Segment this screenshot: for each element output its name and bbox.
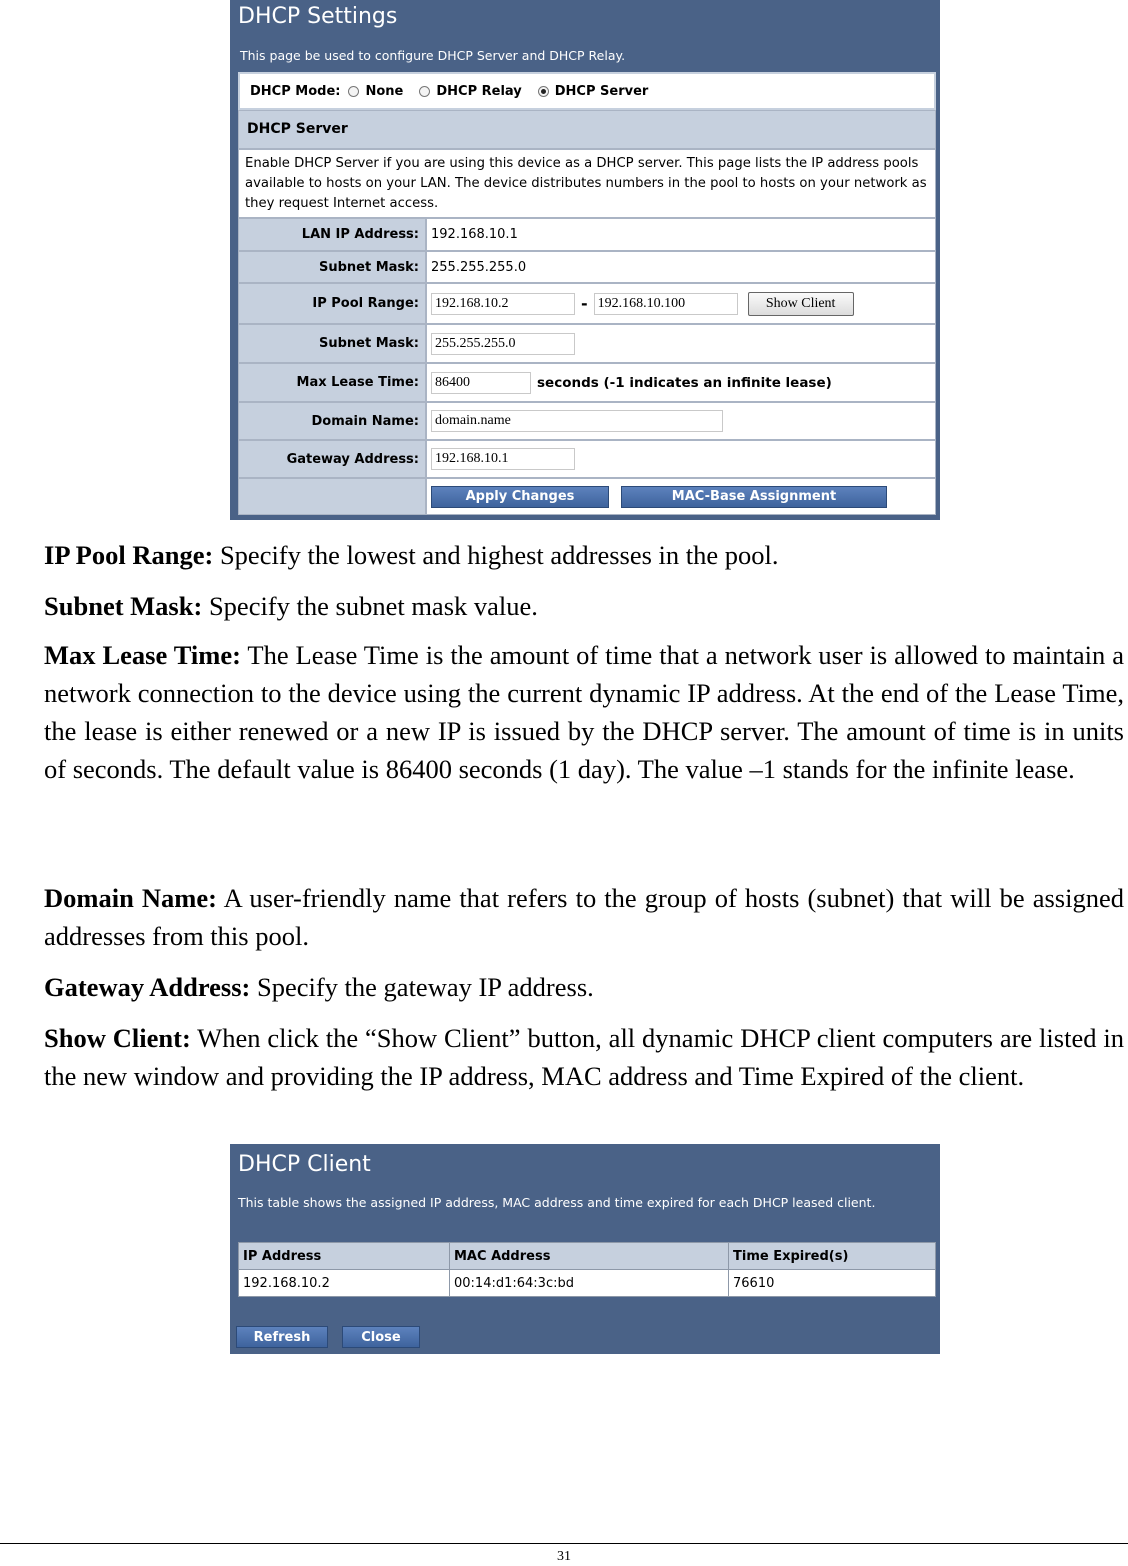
col-mac-address: MAC Address <box>450 1243 729 1270</box>
close-button[interactable]: Close <box>342 1326 420 1348</box>
mode-relay-radio[interactable] <box>419 84 521 99</box>
show-client-button[interactable]: Show Client <box>748 292 854 316</box>
subnet-mask-paragraph <box>44 587 1124 625</box>
pool-range-text: Specify the lowest and highest addresses in the pool. <box>213 540 779 570</box>
gateway-row <box>238 440 936 478</box>
section-title: DHCP Server <box>238 110 936 149</box>
section-intro: Enable DHCP Server if you are using this device as a DHCP server. This page lists the IP address pools available to hosts on your LAN. The device distributes numbers in the pool to hosts on your network as they request Internet access. <box>238 149 936 218</box>
subnet-row <box>238 251 936 283</box>
lease-time-hint: seconds (-1 indicates an infinite lease) <box>537 374 832 391</box>
radio-selected-icon <box>538 86 549 97</box>
lease-time-text: The Lease Time is the amount of time that a network user is allowed to maintain a network connection to the device using the current dynamic IP address. At the end of the Lease Time, the lease is either renewed or a new IP is issued by the DHCP server. The amount of time is in units of seconds. The default value is 86400 seconds (1 day). The value –1 stands for the infinite lease. <box>44 640 1124 784</box>
radio-unselected-icon <box>348 86 359 97</box>
page-number: 31 <box>557 1549 571 1564</box>
gateway-term: Gateway Address: <box>44 972 251 1002</box>
dhcp-mode-label: DHCP Mode: <box>250 83 341 99</box>
subnet-mask-label: Subnet Mask: <box>238 324 426 363</box>
gateway-input[interactable]: 192.168.10.1 <box>431 448 575 470</box>
pool-end-input[interactable]: 192.168.10.100 <box>594 293 738 315</box>
apply-changes-button[interactable]: Apply Changes <box>431 486 609 508</box>
lease-time-label: Max Lease Time: <box>238 363 426 402</box>
pool-range-label: IP Pool Range: <box>238 283 426 324</box>
panel-description: This page be used to configure DHCP Server and DHCP Relay. <box>240 48 626 63</box>
subnet-mask-field <box>426 324 936 363</box>
gateway-paragraph <box>44 968 1124 1006</box>
pool-range-term: IP Pool Range: <box>44 540 214 570</box>
subnet-mask-row <box>238 324 936 363</box>
client-description: This table shows the assigned IP address, MAC address and time expired for each DHCP leased client. <box>238 1195 876 1210</box>
subnet-mask-input[interactable]: 255.255.255.0 <box>431 333 575 355</box>
gateway-label: Gateway Address: <box>238 440 426 478</box>
gateway-field <box>426 440 936 478</box>
show-client-text: When click the “Show Client” button, all dynamic DHCP client computers are listed in the new window and providing the IP address, MAC address and Time Expired of the client. <box>44 1023 1124 1091</box>
table-row <box>239 1270 936 1297</box>
gateway-text: Specify the gateway IP address. <box>250 972 594 1002</box>
lan-ip-row <box>238 218 936 251</box>
dhcp-mode-row <box>238 72 936 110</box>
subnet-label: Subnet Mask: <box>238 251 426 283</box>
radio-unselected-icon <box>419 86 430 97</box>
domain-label: Domain Name: <box>238 402 426 440</box>
cell-ip-address: 192.168.10.2 <box>239 1270 450 1297</box>
col-time-expired: Time Expired(s) <box>729 1243 936 1270</box>
mac-base-assignment-button[interactable]: MAC-Base Assignment <box>621 486 887 508</box>
show-client-paragraph <box>44 1019 1124 1095</box>
panel-title: DHCP Settings <box>238 4 398 29</box>
domain-name-text: A user-friendly name that refers to the group of hosts (subnet) that will be assigned addresses from this pool. <box>44 883 1124 951</box>
lease-time-row <box>238 363 936 402</box>
lease-time-field <box>426 363 936 402</box>
actions-spacer <box>238 478 426 515</box>
lan-ip-value: 192.168.10.1 <box>426 218 936 251</box>
mode-none-radio[interactable] <box>348 84 403 99</box>
pool-range-paragraph <box>44 536 1124 574</box>
domain-name-term: Domain Name: <box>44 883 217 913</box>
domain-row <box>238 402 936 440</box>
lease-time-input[interactable]: 86400 <box>431 372 531 394</box>
pool-start-input[interactable]: 192.168.10.2 <box>431 293 575 315</box>
mode-relay-label: DHCP Relay <box>436 83 522 99</box>
domain-field <box>426 402 936 440</box>
dhcp-client-panel <box>230 1144 940 1354</box>
refresh-button[interactable]: Refresh <box>236 1326 328 1348</box>
pool-range-row <box>238 283 936 324</box>
subnet-mask-text: Specify the subnet mask value. <box>202 591 538 621</box>
subnet-value: 255.255.255.0 <box>426 251 936 283</box>
lan-ip-label: LAN IP Address: <box>238 218 426 251</box>
col-ip-address: IP Address <box>239 1243 450 1270</box>
subnet-mask-term: Subnet Mask: <box>44 591 203 621</box>
cell-time-expired: 76610 <box>729 1270 936 1297</box>
client-table-header <box>239 1243 936 1270</box>
show-client-term: Show Client: <box>44 1023 191 1053</box>
client-title: DHCP Client <box>238 1152 371 1177</box>
actions-buttons <box>426 478 936 515</box>
mode-server-radio[interactable] <box>538 84 649 99</box>
lease-time-term: Max Lease Time: <box>44 640 241 670</box>
lease-time-paragraph <box>44 636 1124 788</box>
mode-none-label: None <box>365 83 404 99</box>
domain-name-paragraph <box>44 879 1124 955</box>
pool-range-fields <box>426 283 936 324</box>
footer-rule <box>0 1543 1128 1544</box>
dhcp-settings-panel <box>230 0 940 520</box>
pool-separator: - <box>581 294 588 313</box>
mode-server-label: DHCP Server <box>554 83 649 99</box>
cell-mac-address: 00:14:d1:64:3c:bd <box>450 1270 729 1297</box>
actions-row <box>238 478 936 515</box>
domain-input[interactable]: domain.name <box>431 410 723 432</box>
client-table <box>238 1242 936 1297</box>
